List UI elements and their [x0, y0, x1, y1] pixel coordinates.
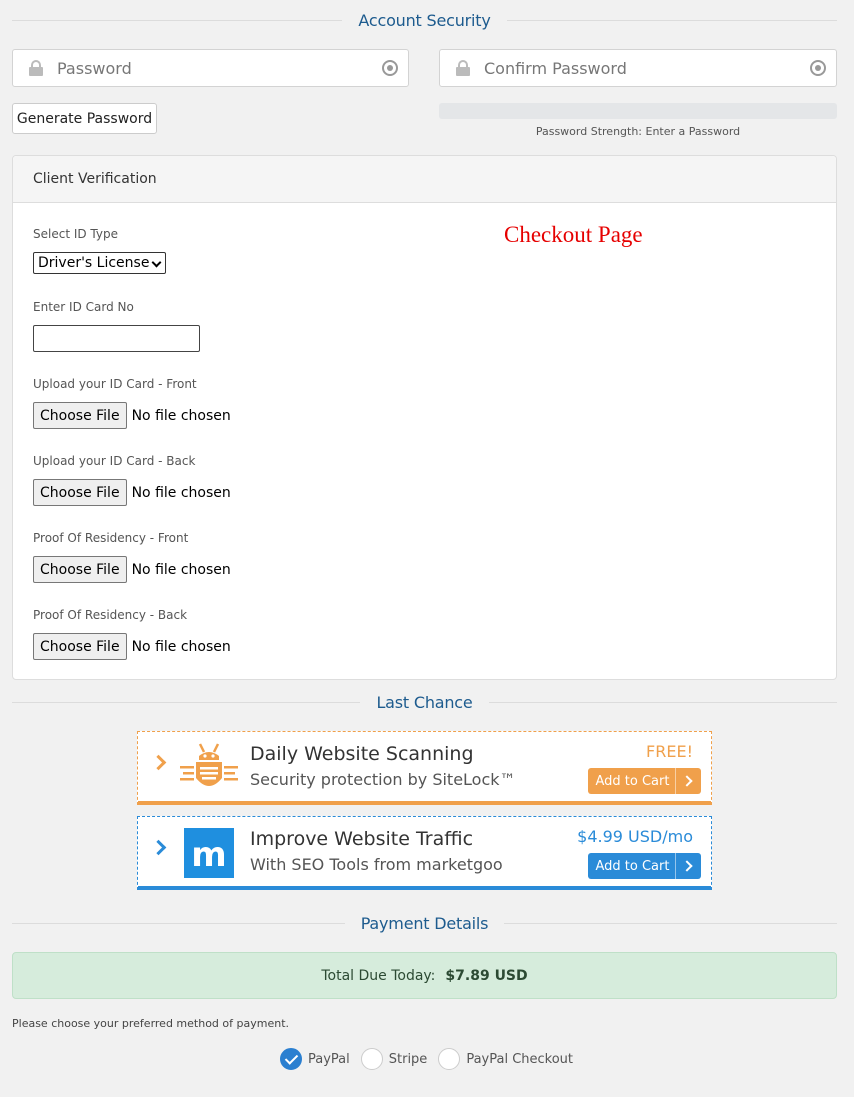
- upload-label-residency-back: Proof Of Residency - Back: [33, 608, 188, 622]
- choose-file-button[interactable]: Choose File: [33, 402, 127, 429]
- id-type-label: Select ID Type: [33, 227, 118, 241]
- id-number-input[interactable]: [33, 325, 200, 352]
- file-status: No file chosen: [131, 407, 231, 424]
- show-password-icon[interactable]: [810, 60, 826, 76]
- radio-checked-icon[interactable]: [280, 1048, 302, 1070]
- account-security-heading: [12, 10, 837, 30]
- file-upload-residency-front: [33, 556, 231, 583]
- file-upload-id-back: [33, 479, 231, 506]
- client-verification-panel: [12, 155, 837, 680]
- marketgoo-logo-icon: [180, 827, 238, 879]
- last-chance-heading: [12, 692, 837, 712]
- offer-marketgoo[interactable]: [137, 816, 712, 890]
- file-upload-id-front: [33, 402, 231, 429]
- payment-option-label: Stripe: [388, 1051, 428, 1067]
- confirm-password-placeholder: Confirm Password: [484, 58, 627, 78]
- offer-price: FREE!: [646, 742, 693, 761]
- file-upload-residency-back: [33, 633, 231, 660]
- checkout-page-label: Checkout Page: [504, 222, 643, 247]
- show-password-icon[interactable]: [382, 60, 398, 76]
- panel-heading: Client Verification: [13, 156, 836, 203]
- file-status: No file chosen: [131, 484, 231, 501]
- payment-option-label: PayPal: [308, 1051, 350, 1067]
- lock-icon: [29, 60, 43, 76]
- offer-sitelock[interactable]: [137, 731, 712, 805]
- add-to-cart-button[interactable]: [588, 853, 701, 879]
- marketgoo-letter: m: [191, 835, 227, 875]
- section-title: Last Chance: [376, 692, 473, 712]
- password-strength-text: Password Strength: Enter a Password: [535, 125, 741, 138]
- id-type-select[interactable]: [33, 252, 166, 274]
- chevron-right-icon[interactable]: [151, 840, 167, 856]
- upload-label-id-front: Upload your ID Card - Front: [33, 377, 197, 391]
- section-title: Payment Details: [360, 913, 489, 933]
- file-status: No file chosen: [131, 561, 231, 578]
- confirm-password-field[interactable]: [439, 49, 837, 87]
- payment-method-note: Please choose your preferred method of payment.: [12, 1017, 289, 1030]
- id-number-label: Enter ID Card No: [33, 300, 134, 314]
- offer-subtitle: With SEO Tools from marketgoo: [250, 855, 503, 874]
- sitelock-bug-icon: [180, 742, 238, 794]
- choose-file-button[interactable]: Choose File: [33, 479, 127, 506]
- chevron-right-icon: [675, 853, 701, 879]
- add-to-cart-label: Add to Cart: [595, 858, 670, 874]
- payment-method-options: [280, 1047, 584, 1071]
- payment-option-paypal[interactable]: [280, 1048, 350, 1070]
- lock-icon: [456, 60, 470, 76]
- total-amount: $7.89 USD: [445, 967, 528, 984]
- chevron-down-icon: [152, 258, 162, 268]
- add-to-cart-button[interactable]: [588, 768, 701, 794]
- password-field[interactable]: [12, 49, 409, 87]
- offer-title: Improve Website Traffic: [250, 828, 474, 850]
- upload-label-id-back: Upload your ID Card - Back: [33, 454, 196, 468]
- password-placeholder: Password: [57, 58, 132, 78]
- payment-option-stripe[interactable]: [361, 1048, 428, 1070]
- section-title: Account Security: [358, 10, 491, 30]
- password-strength-bar: [439, 103, 837, 119]
- radio-unchecked-icon[interactable]: [438, 1048, 460, 1070]
- total-label: Total Due Today:: [321, 967, 436, 984]
- chevron-right-icon: [675, 768, 701, 794]
- total-due-box: [12, 952, 837, 999]
- chevron-right-icon[interactable]: [151, 755, 167, 771]
- upload-label-residency-front: Proof Of Residency - Front: [33, 531, 189, 545]
- file-status: No file chosen: [131, 638, 231, 655]
- payment-details-heading: [12, 913, 837, 933]
- offer-price: $4.99 USD/mo: [577, 827, 693, 846]
- radio-unchecked-icon[interactable]: [361, 1048, 383, 1070]
- offer-subtitle: Security protection by SiteLock™: [250, 770, 516, 789]
- choose-file-button[interactable]: Choose File: [33, 556, 127, 583]
- choose-file-button[interactable]: Choose File: [33, 633, 127, 660]
- generate-password-button[interactable]: Generate Password: [12, 103, 157, 134]
- offer-title: Daily Website Scanning: [250, 743, 474, 765]
- payment-option-paypal-checkout[interactable]: [438, 1048, 573, 1070]
- add-to-cart-label: Add to Cart: [595, 773, 670, 789]
- payment-option-label: PayPal Checkout: [466, 1051, 574, 1067]
- id-type-value: Driver's License: [38, 255, 150, 271]
